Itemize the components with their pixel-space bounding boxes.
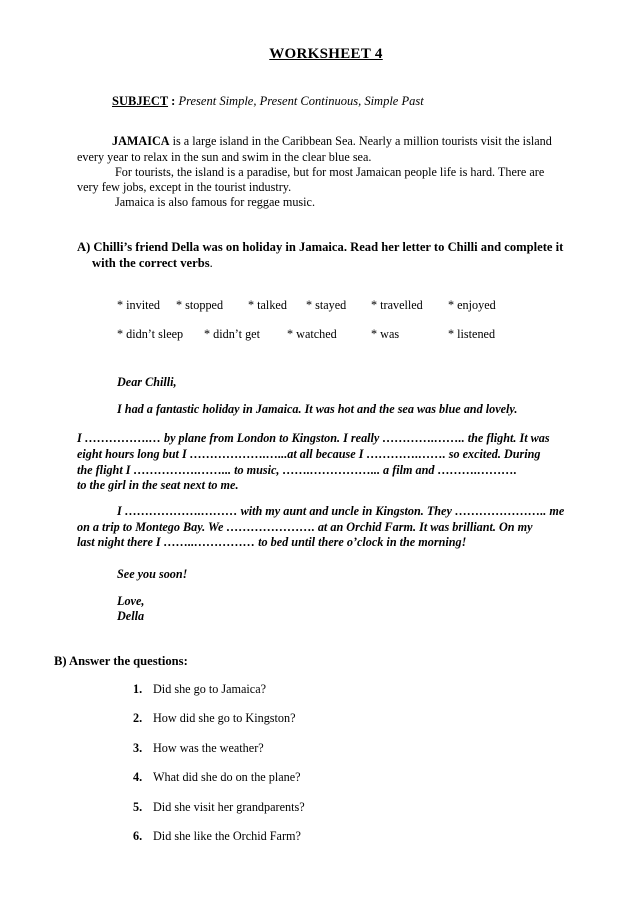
option-was: * was [371, 327, 400, 341]
question-4-number: 4. [133, 770, 143, 784]
letter-p2-line-1: I …………….… by plane from London to Kingston. I really ………….…….. the flight. It was [77, 431, 550, 445]
question-3-text: How was the weather? [153, 741, 264, 755]
intro-line-1-rest: is a large island in the Caribbean Sea. Nearly a million tourists visit the island [169, 134, 552, 148]
intro-line-2: every year to relax in the sun and swim in the clear blue sea. [77, 150, 372, 164]
letter-signature: Della [117, 609, 145, 623]
option-stayed: * stayed [306, 298, 347, 312]
intro-jamaica: JAMAICA [112, 134, 170, 148]
letter-p2-line-4: to the girl in the seat next to me. [77, 478, 239, 492]
subject-line [112, 94, 424, 109]
option-watched: * watched [287, 327, 337, 341]
intro-line-3: For tourists, the island is a paradise, but for most Jamaican people life is hard. There are [115, 165, 545, 179]
option-stopped: * stopped [176, 298, 224, 312]
letter-p3-line-2: on a trip to Montego Bay. We …………………. at an Orchid Farm. It was brilliant. On my [77, 520, 533, 534]
letter-love: Love, [117, 594, 145, 608]
option-talked: * talked [248, 298, 287, 312]
option-listened: * listened [448, 327, 496, 341]
option-enjoyed: * enjoyed [448, 298, 496, 312]
subject-colon: : [168, 94, 179, 108]
option-didnt-get: * didn’t get [204, 327, 260, 341]
option-travelled: * travelled [371, 298, 423, 312]
letter-see-you: See you soon! [117, 567, 188, 581]
question-5-text: Did she visit her grandparents? [153, 800, 305, 814]
section-a-line-2 [92, 256, 213, 271]
letter-p2-line-3: the flight I …………….……... to music, …….……………... a film and ……….………. [77, 463, 517, 477]
section-b-heading: B) Answer the questions: [54, 654, 188, 668]
question-5-number: 5. [133, 800, 143, 814]
intro-line-5: Jamaica is also famous for reggae music. [115, 195, 316, 209]
letter-p2-line-2: eight hours long but I ……………….…...at all because I ………….……. so excited. During [77, 447, 541, 461]
section-a-line-1: A) Chilli’s friend Della was on holiday in Jamaica. Read her letter to Chilli and complete it [77, 240, 564, 254]
intro-line-4: very few jobs, except in the tourist industry. [77, 180, 292, 194]
subject-label: SUBJECT [112, 94, 169, 108]
question-3-number: 3. [133, 741, 143, 755]
letter-paragraph-1: I had a fantastic holiday in Jamaica. It was hot and the sea was blue and lovely. [117, 402, 518, 416]
intro-line-1 [112, 134, 552, 149]
letter-p3-line-1: I ……………….……… with my aunt and uncle in Kingston. They ………………….. me [117, 504, 565, 518]
question-1-text: Did she go to Jamaica? [153, 682, 267, 696]
page-title: WORKSHEET 4 [269, 46, 383, 62]
letter-greeting: Dear Chilli, [117, 375, 177, 389]
question-2-number: 2. [133, 711, 143, 725]
subject-value: Present Simple, Present Continuous, Simple Past [178, 94, 424, 108]
option-invited: * invited [117, 298, 160, 312]
section-a-line-2-end: . [209, 256, 213, 270]
question-2-text: How did she go to Kingston? [153, 711, 296, 725]
letter-p3-line-3: last night there I ……..…………… to bed until there o’clock in the morning! [77, 535, 467, 549]
section-a-line-2-bold: with the correct verbs [92, 256, 210, 270]
question-6-text: Did she like the Orchid Farm? [153, 829, 301, 843]
question-4-text: What did she do on the plane? [153, 770, 301, 784]
question-6-number: 6. [133, 829, 143, 843]
option-didnt-sleep: * didn’t sleep [117, 327, 184, 341]
question-1-number: 1. [133, 682, 143, 696]
